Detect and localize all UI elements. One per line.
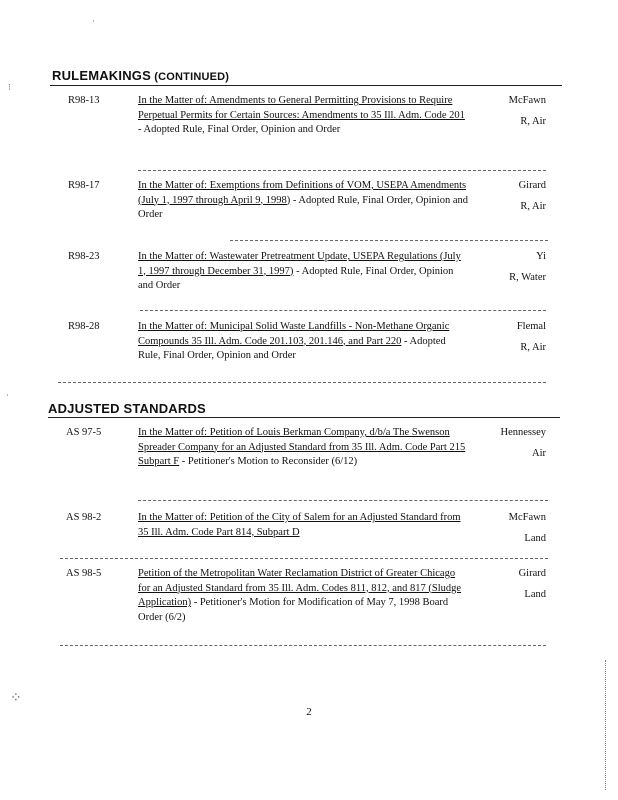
scan-speck: ·	[92, 16, 95, 26]
matter-title: In the Matter of: Exemptions from Definitions of VOM, USEPA Amendments (July 1, 1997 through April 9, 1998) - Adopted Rule, Final Order, Opinion and Order	[138, 180, 469, 220]
docket-number: AS 97-5	[66, 427, 102, 438]
matter-title: In the Matter of: Municipal Solid Waste Landfills - Non-Methane Organic Compounds 35 Ill. Adm. Code 201.103, 201.146, and Part 220 - Adopted Rule, Final Order, Opinion and Order	[138, 321, 450, 361]
assignment	[501, 426, 547, 467]
case-type: R, Water	[509, 271, 546, 283]
assignment	[517, 320, 546, 361]
docket-number: R98-23	[68, 251, 100, 262]
board-member: Flemal	[516, 321, 546, 332]
entry-divider	[60, 645, 546, 646]
entry-divider	[140, 310, 546, 311]
entry-divider	[230, 240, 548, 241]
rulemakings-heading: RULEMAKINGS (CONTINUED)	[52, 68, 230, 83]
entry-divider	[138, 170, 546, 171]
scan-speck: ⁝	[8, 82, 11, 92]
matter-title: In the Matter of: Petition of Louis Berkman Company, d/b/a The Swenson Spreader Company for an Adjusted Standard from 35 Ill. Adm. Code Part 215 Subpart F - Petitioner's Motion to Reconsider (6/12)	[138, 427, 466, 467]
adjusted-standards-heading: ADJUSTED STANDARDS	[48, 401, 206, 416]
board-member: Girard	[518, 180, 546, 191]
case-type: R, Air	[520, 115, 546, 127]
scan-edge-line	[605, 660, 606, 790]
matter-title: In the Matter of: Amendments to General Permitting Provisions to Require Perpetual Permits for Certain Sources: Amendments to 35 Ill. Adm. Code 201 - Adopted Rule, Final Order, Opinion and Order	[138, 95, 465, 135]
docket-number: R98-13	[68, 95, 100, 106]
scan-speck: ⁘	[10, 691, 22, 706]
case-type: R, Air	[520, 200, 546, 212]
section-rule	[50, 85, 562, 86]
board-member: McFawn	[508, 512, 546, 523]
entry-divider	[138, 500, 548, 501]
case-type: Land	[524, 588, 546, 600]
matter-title: In the Matter of: Petition of the City of Salem for an Adjusted Standard from 35 Ill. Adm. Code Part 814, Subpart D	[138, 512, 461, 538]
board-member: Girard	[518, 568, 546, 579]
docket-number: R98-17	[68, 180, 100, 191]
board-member: McFawn	[508, 95, 546, 106]
board-member: Hennessey	[500, 427, 546, 438]
assignment	[509, 511, 546, 552]
docket-number: AS 98-5	[66, 568, 102, 579]
assignment	[519, 179, 546, 220]
matter-title: Petition of the Metropolitan Water Reclamation District of Greater Chicago for an Adjusted Standard from 35 Ill. Adm. Codes 811, 812, and 817 (Sludge Application) - Petitioner's Motion for Modification of May 7, 1998 Board Order (6/2)	[138, 568, 462, 623]
case-type: R, Air	[520, 341, 546, 353]
docket-number: R98-28	[68, 321, 100, 332]
board-member: Yi	[536, 251, 546, 262]
docket-number: AS 98-2	[66, 512, 102, 523]
page-number: 2	[306, 706, 312, 718]
section-rule	[48, 417, 560, 418]
case-type: Land	[524, 532, 546, 544]
matter-title: In the Matter of: Wastewater Pretreatment Update, USEPA Regulations (July 1, 1997 through December 31, 1997) - Adopted Rule, Final Order, Opinion and Order	[138, 251, 461, 291]
case-type: Air	[532, 447, 546, 459]
entry-divider	[58, 382, 546, 383]
entry-divider	[60, 558, 548, 559]
scan-speck: ·	[6, 390, 9, 400]
assignment	[509, 250, 546, 291]
assignment	[509, 94, 546, 135]
assignment	[519, 567, 546, 608]
